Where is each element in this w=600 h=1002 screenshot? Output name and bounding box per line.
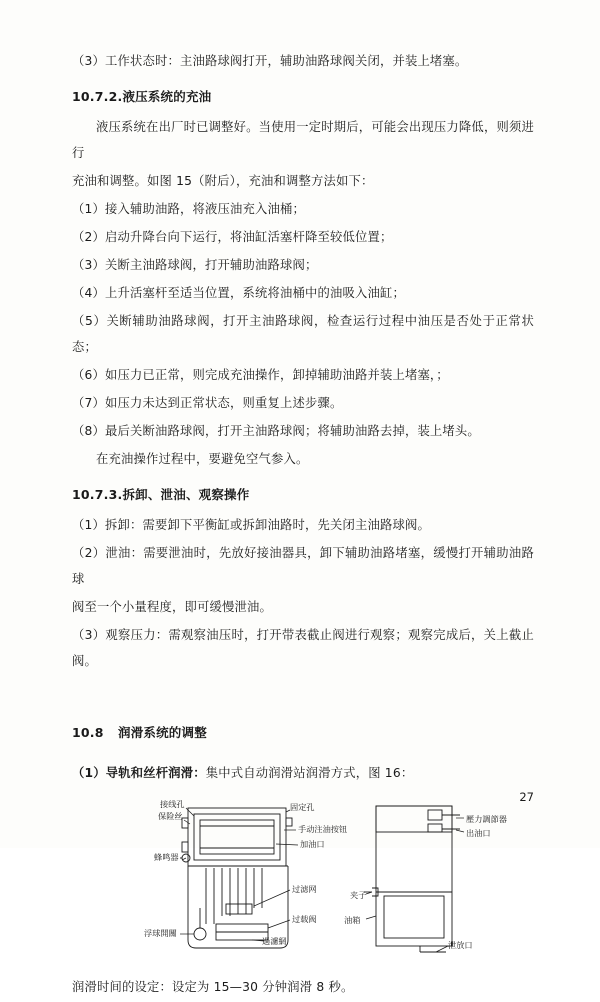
figure-label-buzzer: 蜂鸣器 (154, 852, 179, 862)
figure-container (72, 796, 534, 974)
heading-number: 10.8 (72, 725, 104, 740)
paragraph-step-4: （4）上升活塞杆至适当位置，系统将油桶中的油吸入油缸； (72, 286, 405, 300)
paragraph-drain-2: 阀至一个小量程度，即可缓慢泄油。 (72, 600, 272, 614)
figure-label-oil-outlet: 出油口 (466, 828, 491, 838)
figure-label-clamp: 夹子 (350, 890, 367, 900)
paragraph-oil-fill-intro-1: 液压系统在出厂时已调整好。当使用一定时期后，可能会出现压力降低，则须进行 (72, 120, 534, 160)
heading-10-7-2 (72, 84, 534, 110)
paragraph-lubrication-timing: 润滑时间的设定：设定为 15—30 分钟润滑 8 秒。 (72, 980, 354, 994)
heading-text: 润滑系统的调整 (118, 725, 207, 740)
paragraph-step-5: （5）关断辅助油路球阀，打开主油路球阀，检查运行过程中油压是否处于正常状态； (72, 314, 534, 354)
paragraph-oil-fill-intro-2: 充油和调整。如图 15（附后），充油和调整方法如下： (72, 174, 374, 188)
paragraph-disassembly: （1）拆卸：需要卸下平衡缸或拆卸油路时，先关闭主油路球阀。 (72, 518, 430, 532)
figure-label-wiring-hole: 接线孔 (160, 799, 185, 809)
paragraph-step-8: （8）最后关断油路球阀，打开主油路球阀；将辅助油路去掉，装上堵头。 (72, 424, 480, 438)
paragraph-step-1: （1）接入辅助油路，将液压油充入油桶； (72, 202, 305, 216)
figure-label-oil-tank: 油箱 (344, 915, 361, 925)
heading-text: 液压系统的充油 (122, 89, 212, 104)
paragraph-step-6: （6）如压力已正常，则完成充油操作，卸掉辅助油路并装上堵塞，； (72, 368, 449, 382)
paragraph-step-3: （3）关断主油路球阀，打开辅助油路球阀； (72, 258, 318, 272)
figure-label-filter-screen: 过滤网 (292, 884, 317, 894)
figure-label-manual-oil-button: 手动注油按钮 (298, 824, 348, 834)
figure-label-relief-valve: 过载阀 (292, 914, 317, 924)
heading-text: 拆卸、泄油、观察操作 (122, 487, 250, 502)
heading-10-7-3 (72, 482, 534, 508)
paragraph-drain-1: （2）泄油：需要泄油时，先放好接油器具，卸下辅助油路堵塞，缓慢打开辅助油路球 (72, 546, 534, 586)
paragraph-step-7: （7）如压力未达到正常状态，则重复上述步骤。 (72, 396, 343, 410)
paragraph-guideway-lubrication (72, 760, 534, 786)
figure-label-oil-filler: 加油口 (300, 839, 325, 849)
figure-label-float-switch: 浮球開關 (144, 928, 177, 938)
paragraph-observe-pressure: （3）观察压力：需观察油压时，打开带表截止阀进行观察；观察完成后，关上截止阀。 (72, 628, 534, 668)
paragraph-lead-rest: 集中式自动润滑站润滑方式，图 16： (205, 766, 414, 780)
figure-label-fuse: 保险丝 (158, 811, 183, 821)
paragraph-working-state: （3）工作状态时：主油路球阀打开，辅助油路球阀关闭，并装上堵塞。 (72, 54, 468, 68)
heading-number: 10.7.2. (72, 89, 123, 104)
figure-label-pressure-regulator: 壓力調節器 (466, 814, 507, 824)
heading-spacer (72, 750, 534, 760)
page-number: 27 (519, 790, 534, 804)
figure-label-fixing-hole: 固定孔 (290, 802, 315, 812)
figure-label-drain-port: 泄放口 (448, 940, 473, 950)
figure-label-filter-mesh: 過濾網 (262, 936, 287, 946)
section-spacer (72, 676, 534, 694)
document-content (72, 48, 534, 1002)
paragraph-step-2: （2）启动升降台向下运行，将油缸活塞杆降至较低位置； (72, 230, 393, 244)
paragraph-lead-bold: （1）导轨和丝杆润滑： (72, 766, 206, 780)
heading-number: 10.7.3. (72, 487, 123, 502)
heading-10-8 (72, 720, 534, 746)
paragraph-air-warning: 在充油操作过程中，要避免空气参入。 (96, 452, 309, 466)
